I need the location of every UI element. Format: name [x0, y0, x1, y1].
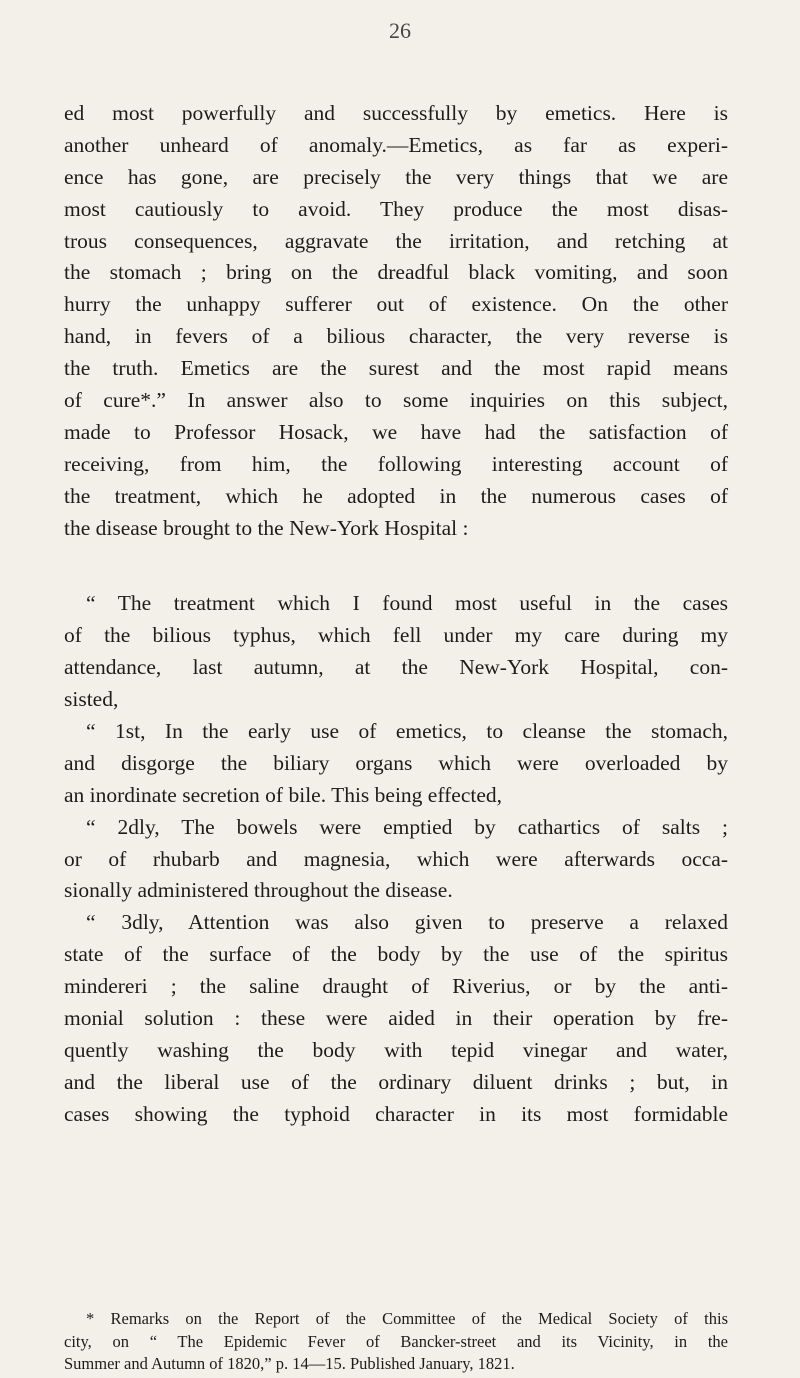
footnote-line: * Remarks on the Report of the Committee of the Medical Society of this [86, 1309, 728, 1328]
text-line: the disease brought to the New-York Hospital : [64, 515, 469, 540]
text-line: quently washing the body with tepid vinegar and water, [64, 1037, 728, 1062]
text-line: an inordinate secretion of bile. This being effected, [64, 782, 503, 807]
paragraph-treatment-intro [64, 588, 728, 716]
footnote [64, 1308, 728, 1376]
paragraph-first-step [64, 716, 728, 812]
text-line: sisted, [64, 687, 119, 712]
text-line: another unheard of anomaly.—Emetics, as far as experi- [64, 132, 728, 157]
text-line: the treatment, which he adopted in the numerous cases of [64, 483, 728, 508]
footnote-line: Summer and Autumn of 1820,” p. 14—15. Published January, 1821. [64, 1354, 515, 1373]
page-number: 26 [389, 18, 411, 43]
text-line: made to Professor Hosack, we have had the satisfaction of [64, 419, 728, 444]
text-line: of cure*.” In answer also to some inquiries on this subject, [64, 388, 728, 413]
text-line: sionally administered throughout the disease. [64, 878, 453, 903]
text-line: and disgorge the biliary organs which were overloaded by [64, 750, 728, 775]
text-line: mindereri ; the saline draught of Riverius, or by the anti- [64, 974, 728, 999]
text-line: receiving, from him, the following interesting account of [64, 451, 728, 476]
footnote-line: city, on “ The Epidemic Fever of Bancker-street and its Vicinity, in the [64, 1331, 728, 1351]
text-line: the truth. Emetics are the surest and the most rapid means [64, 356, 728, 381]
text-line: monial solution : these were aided in their operation by fre- [64, 1006, 728, 1031]
text-line: “ 2dly, The bowels were emptied by cathartics of salts ; [86, 814, 728, 839]
text-line: or of rhubarb and magnesia, which were afterwards occa- [64, 846, 728, 871]
paragraph-emetics-anomaly [64, 98, 728, 544]
text-line: “ The treatment which I found most useful in the cases [86, 591, 728, 616]
body-text [64, 98, 728, 1131]
text-line: cases showing the typhoid character in its most formidable [64, 1101, 728, 1126]
text-line: of the bilious typhus, which fell under my care during my [64, 623, 728, 648]
paragraph-second-step [64, 812, 728, 908]
text-line: “ 3dly, Attention was also given to preserve a relaxed [86, 910, 728, 935]
text-line: most cautiously to avoid. They produce the most disas- [64, 196, 728, 221]
text-line: attendance, last autumn, at the New-York Hospital, con- [64, 655, 728, 680]
text-line: state of the surface of the body by the use of the spiritus [64, 942, 728, 967]
text-line: hurry the unhappy sufferer out of existence. On the other [64, 292, 728, 317]
text-line: trous consequences, aggravate the irritation, and retching at [64, 228, 728, 253]
text-line: “ 1st, In the early use of emetics, to cleanse the stomach, [86, 719, 728, 744]
text-line: and the liberal use of the ordinary diluent drinks ; but, in [64, 1069, 728, 1094]
paragraph-gap [64, 544, 728, 588]
text-line: the stomach ; bring on the dreadful black vomiting, and soon [64, 260, 728, 285]
text-line: ence has gone, are precisely the very things that we are [64, 164, 728, 189]
text-line: hand, in fevers of a bilious character, the very reverse is [64, 324, 728, 349]
text-line: ed most powerfully and successfully by emetics. Here is [64, 101, 728, 125]
paragraph-third-step [64, 907, 728, 1130]
